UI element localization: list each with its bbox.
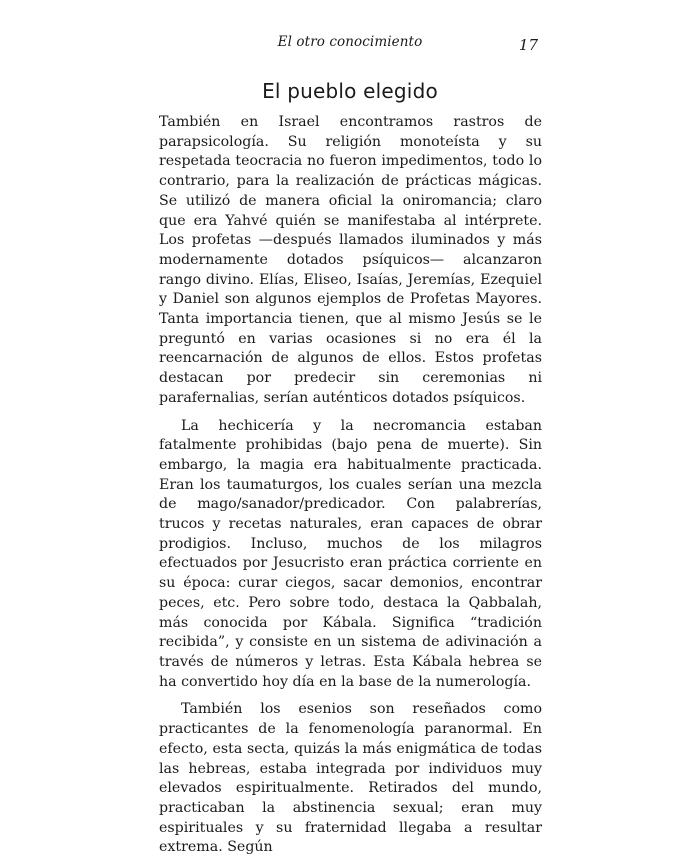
paragraph: También en Israel encontramos rastros de parapsicología. Su religión monoteísta y su respetada teocracia no fueron impedimentos, todo lo contrario, para la realización de prácticas mágicas. Se utilizó de manera oficial la oniromancia; claro que era Yahvé quién se manifestaba al intérprete. Los profetas —después llamados iluminados y más modernamente dotados psíquicos— alcanzaron rango divino. Elías, Eliseo, Isaías, Jeremías, Ezequiel y Daniel son algunos ejemplos de Profetas Mayores. Tanta importancia tienen, que al mismo Jesús se le preguntó en varias ocasiones si no era él la reencarnación de algunos de ellos. Estos profetas destacan por predecir sin ceremonias ni parafernalias, serían auténticos dotados psíquicos. xyxy=(159,114,542,406)
page-number: 17 xyxy=(518,36,538,54)
chapter-title: El pueblo elegido xyxy=(262,79,438,103)
body-text xyxy=(159,113,542,866)
paragraph: La hechicería y la necromancia estaban fatalmente prohibidas (bajo pena de muerte). Sin embargo, la magia era habitualmente practicada. Eran los taumaturgos, los cuales serían una mezcla de mago/sanador/predicador. Con palabrerías, trucos y recetas naturales, eran capaces de obrar prodigios. Incluso, muchos de los milagros efectuados por Jesucristo eran práctica corriente en su época: curar ciegos, sacar demonios, encontrar peces, etc. Pero sobre todo, destaca la Qabbalah, más conocida por Kábala. Significa “tradición recibida”, y consiste en un sistema de adivinación a través de números y letras. Esta Kábala hebrea se ha convertido hoy día en la base de la numerología. xyxy=(159,417,542,690)
running-header: El otro conocimiento xyxy=(277,34,423,50)
paragraph: También los esenios son reseñados como practicantes de la fenomenología paranormal. En efecto, esta secta, quizás la más enigmática de todas las hebreas, estaba integrada por individuos muy elevados espiritualmente. Retirados del mundo, practicaban la abstinencia sexual; eran muy espirituales y su fraternidad llegaba a resultar extrema. Según xyxy=(159,701,542,856)
